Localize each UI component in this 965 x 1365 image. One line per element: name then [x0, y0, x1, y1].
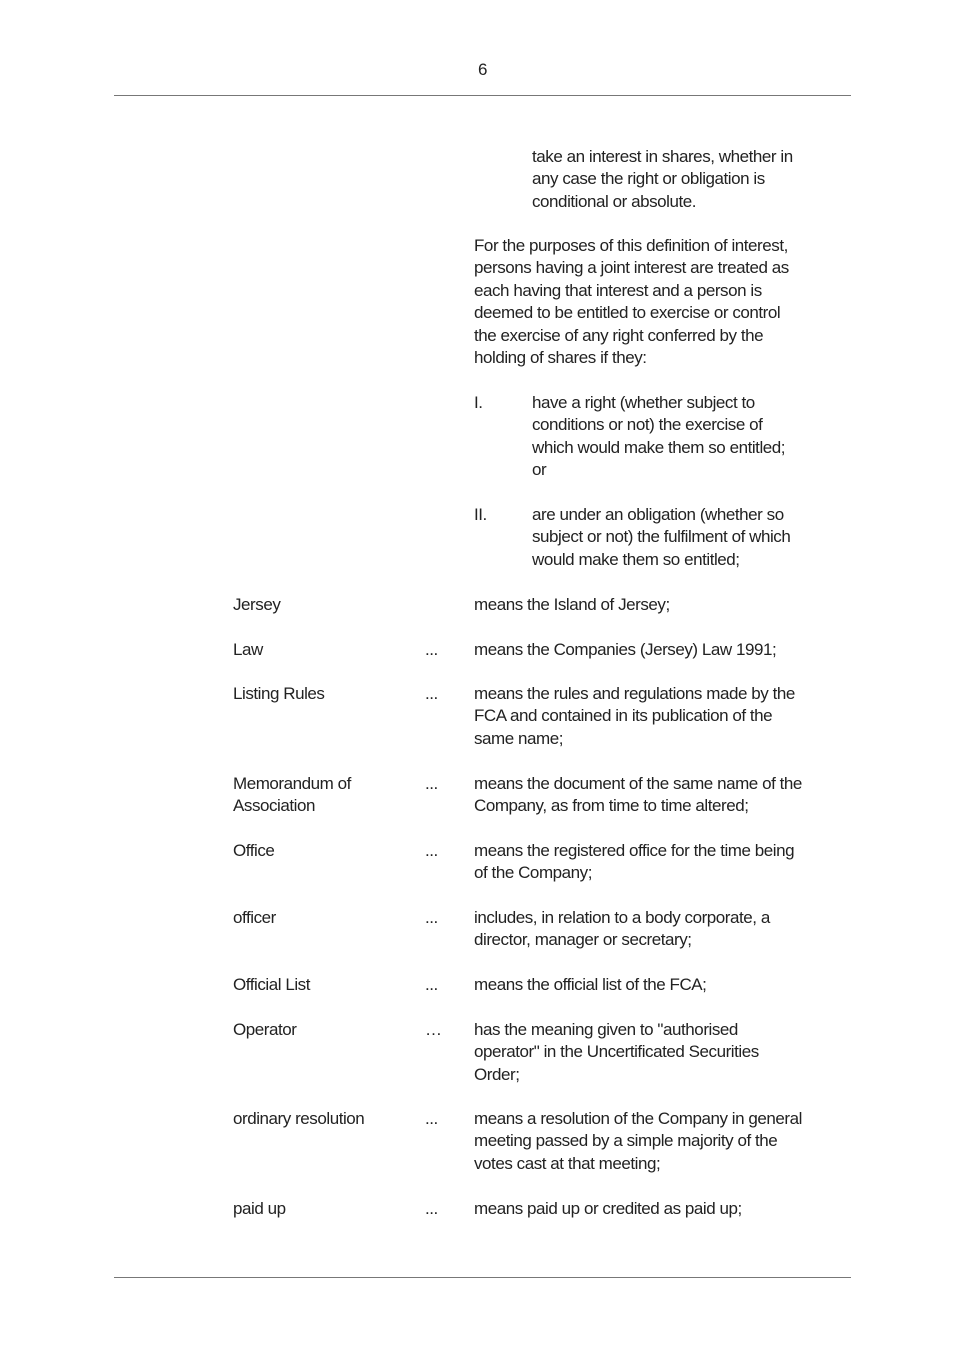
definition-term: ordinary resolution — [233, 1109, 365, 1128]
separator: ... — [425, 908, 438, 927]
definition-text: means the registered office for the time being of the Company; — [474, 841, 795, 883]
definition-text: means the document of the same name of the Company, as from time to time altered; — [474, 774, 802, 816]
separator: ... — [425, 774, 438, 793]
definition-term: Law — [233, 640, 263, 659]
separator: ... — [425, 684, 438, 703]
item-number: I. — [474, 393, 483, 412]
separator: ... — [425, 640, 438, 659]
definition-text: means the rules and regulations made by the FCA and contained in its publication of the same name; — [474, 684, 795, 748]
item-text: are under an obligation (whether so subject or not) the fulfilment of which would make them so entitled; — [532, 505, 791, 569]
separator: ... — [425, 841, 438, 860]
definition-text: means the official list of the FCA; — [474, 975, 707, 994]
definition-text: means the Companies (Jersey) Law 1991; — [474, 640, 777, 659]
header-rule — [114, 95, 851, 96]
separator: … — [425, 1020, 442, 1039]
definition-term: paid up — [233, 1199, 286, 1218]
separator: ... — [425, 1109, 438, 1128]
definition-term: Jersey — [233, 595, 281, 614]
definition-term: Memorandum of Association — [233, 774, 351, 816]
definition-term: officer — [233, 908, 276, 927]
sub-paragraph: take an interest in shares, whether in any case the right or obligation is conditional or absolute. — [532, 147, 793, 211]
separator: ... — [425, 975, 438, 994]
item-number: II. — [474, 505, 487, 524]
footer-rule — [114, 1277, 851, 1278]
definition-term: Listing Rules — [233, 684, 325, 703]
definition-text: means the Island of Jersey; — [474, 595, 670, 614]
item-text: have a right (whether subject to conditions or not) the exercise of which would make them so entitled; or — [532, 393, 786, 480]
separator: ... — [425, 1199, 438, 1218]
definition-text: has the meaning given to "authorised operator" in the Uncertificated Securities Order; — [474, 1020, 759, 1084]
definition-text: means a resolution of the Company in general meeting passed by a simple majority of the votes cast at that meeting; — [474, 1109, 802, 1173]
definition-term: Office — [233, 841, 275, 860]
page-number: 6 — [477, 60, 487, 79]
paragraph: For the purposes of this definition of interest, persons having a joint interest are treated as each having that interest and a person is deemed to be entitled to exercise or control the exercise of any right conferred by the holding of shares if they: — [474, 236, 789, 368]
definition-text: includes, in relation to a body corporate, a director, manager or secretary; — [474, 908, 770, 950]
definition-text: means paid up or credited as paid up; — [474, 1199, 742, 1218]
definition-term: Operator — [233, 1020, 297, 1039]
definition-term: Official List — [233, 975, 310, 994]
